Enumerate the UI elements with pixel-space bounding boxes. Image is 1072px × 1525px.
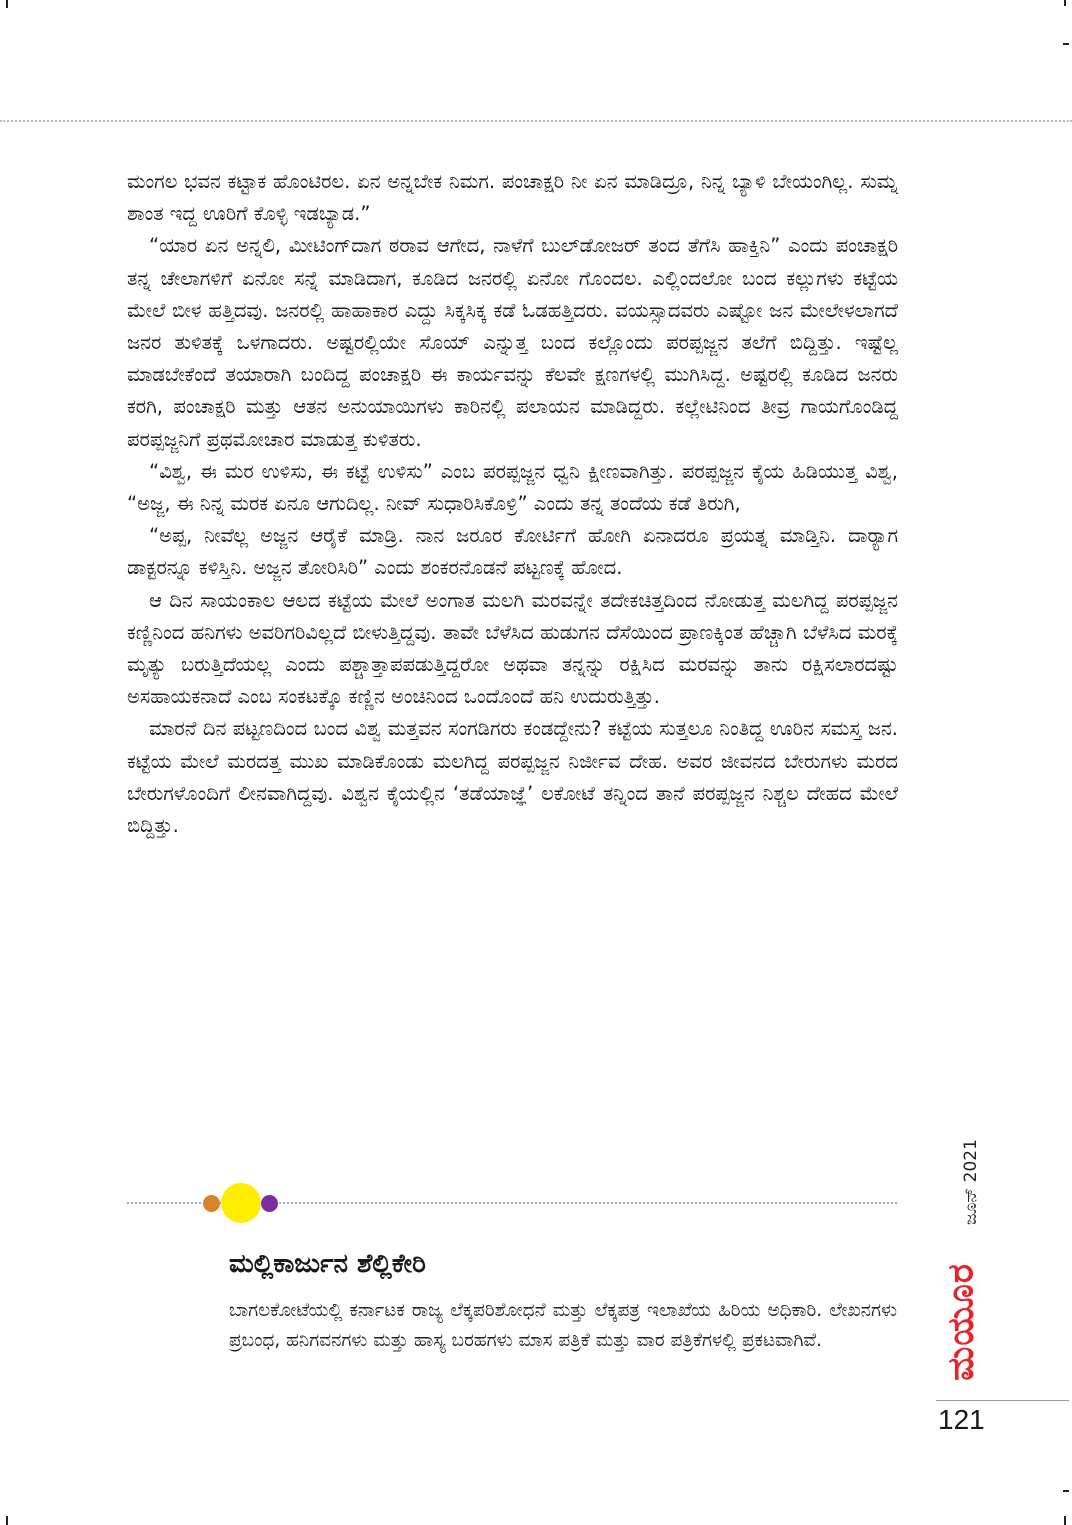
issue-date: ಜೂನ್ 2021 (961, 1139, 981, 1225)
article-paragraph: ಆ ದಿನ ಸಾಯಂಕಾಲ ಆಲದ ಕಟ್ಟೆಯ ಮೇಲೆ ಅಂಗಾತ ಮಲಗಿ ಮರವನ್ನೇ ತದೇಕಚಿತ್ತದಿಂದ ನೋಡುತ್ತ ಮಲಗಿದ್ದ ಪರಪ್ಪಜ್ಜನ ಕಣ್ಣಿನಿಂದ ಹನಿಗಳು ಅವರಿಗರಿವಿಲ್ಲದೆ ಬೀಳುತ್ತಿದ್ದವು. ತಾವೇ ಬೆಳೆಸಿದ ಹುಡುಗನ ದೆಸೆಯಿಂದ ಪ್ರಾಣಕ್ಕಿಂತ ಹೆಚ್ಚಾಗಿ ಬೆಳೆಸಿದ ಮರಕ್ಕೆ ಮೃತ್ಯು ಬರುತ್ತಿದೆಯಲ್ಲ ಎಂದು ಪಶ್ಚಾತ್ತಾಪಪಡುತ್ತಿದ್ದರೋ ಅಥವಾ ತನ್ನನ್ನು ರಕ್ಷಿಸಿದ ಮರವನ್ನು ತಾನು ರಕ್ಷಿಸಲಾರದಷ್ಟು ಅಸಹಾಯಕನಾದೆ ಎಂಬ ಸಂಕಟಕ್ಕೊ ಕಣ್ಣಿನ ಅಂಚಿನಿಂದ ಒಂದೊಂದೆ ಹನಿ ಉದುರುತ್ತಿತ್ತು. (127, 588, 898, 709)
top-dotted-rule (0, 120, 1072, 122)
crop-mark-top-left (6, 0, 8, 8)
article-paragraph: ಮಾರನೆ ದಿನ ಪಟ್ಟಣದಿಂದ ಬಂದ ವಿಶ್ವ ಮತ್ತವನ ಸಂಗಡಿಗರು ಕಂಡದ್ದೇನು? ಕಟ್ಟೆಯ ಸುತ್ತಲೂ ನಿಂತಿದ್ದ ಊರಿನ ಸಮಸ್ತ ಜನ. ಕಟ್ಟೆಯ ಮೇಲೆ ಮರದತ್ತ ಮುಖ ಮಾಡಿಕೊಂಡು ಮಲಗಿದ್ದ ಪರಪ್ಪಜ್ಜನ ನಿರ್ಜೀವ ದೇಹ. ಅವರ ಜೀವನದ ಬೇರುಗಳು ಮರದ ಬೇರುಗಳೊಂದಿಗೆ ಲೀನವಾಗಿದ್ದವು. ವಿಶ್ವನ ಕೈಯಲ್ಲಿನ ‘ತಡೆಯಾಜ್ಞೆ’ ಲಕೋಟೆ ತನ್ನಿಂದ ತಾನೆ ಪರಪ್ಪಜ್ಜನ ನಿಶ್ಚಲ ದೇಹದ ಮೇಲೆ ಬಿದ್ದಿತ್ತು. (127, 717, 898, 838)
crop-mark-bottom-right (1064, 1516, 1066, 1525)
author-name: ಮಲ್ಲಿಕಾರ್ಜುನ ಶೆಲ್ಲಿಕೇರಿ (229, 1249, 426, 1279)
crop-mark-bottom-left (6, 1516, 8, 1525)
article-paragraph: “ಅಪ್ಪ, ನೀವೆಲ್ಲ ಅಜ್ಜನ ಆರೈಕೆ ಮಾಡ್ರಿ. ನಾನ ಜರೂರ ಕೋರ್ಟಿಗೆ ಹೋಗಿ ಏನಾದರೂ ಪ್ರಯತ್ನ ಮಾಡ್ತಿನಿ. ದಾರ್‍ಯಾಗ ಡಾಕ್ಟರನ್ನೂ ಕಳಿಸ್ತಿನಿ. ಅಜ್ಜನ ತೋರಿಸಿರಿ” ಎಂದು ಶಂಕರನೊಡನೆ ಪಟ್ಟಣಕ್ಕೆ ಹೋದ. (127, 524, 898, 580)
author-bio: ಬಾಗಲಕೋಟೆಯಲ್ಲಿ ಕರ್ನಾಟಕ ರಾಜ್ಯ ಲೆಕ್ಕಪರಿಶೋಧನೆ ಮತ್ತು ಲೆಕ್ಕಪತ್ರ ಇಲಾಖೆಯ ಹಿರಿಯ ಅಧಿಕಾರಿ. ಲೇಖನಗಳು ಪ್ರಬಂಧ, ಹನಿಗವನಗಳು ಮತ್ತು ಹಾಸ್ಯ ಬರಹಗಳು ಮಾಸ ಪತ್ರಿಕೆ ಮತ್ತು ವಾರ ಪತ್ರಿಕೆಗಳಲ್ಲಿ ಪ್ರಕಟವಾಗಿವೆ. (229, 1300, 897, 1351)
yellow-dot (221, 1183, 261, 1223)
page-number: 121 (938, 1404, 985, 1435)
article-paragraph: “ವಿಶ್ವ, ಈ ಮರ ಉಳಿಸು, ಈ ಕಟ್ಟೆ ಉಳಿಸು” ಎಂಬ ಪರಪ್ಪಜ್ಜನ ಧ್ವನಿ ಕ್ಷೀಣವಾಗಿತ್ತು. ಪರಪ್ಪಜ್ಜನ ಕೈಯ ಹಿಡಿಯುತ್ತ ವಿಶ್ವ, “ಅಜ್ಜ, ಈ ನಿನ್ನ ಮರಕ ಏನೂ ಆಗುದಿಲ್ಲ. ನೀವ್ ಸುಧಾರಿಸಿಕೊಳ್ರಿ” ಎಂದು ತನ್ನ ತಂದೆಯ ಕಡೆ ತಿರುಗಿ, (127, 459, 898, 516)
crop-mark-right-lower (1063, 1490, 1069, 1492)
page-number-rule (936, 1400, 1069, 1401)
crop-mark-top-right (1064, 0, 1066, 6)
article-paragraph: ಮಂಗಲ ಭವನ ಕಟ್ಟಾಕ ಹೊಂಟಿರಲ. ಏನ ಅನ್ನಬೇಕ ನಿಮಗ. ಪಂಚಾಕ್ಷರಿ ನೀ ಏನ ಮಾಡಿದ್ರೂ, ನಿನ್ನ ಬ್ಯಾಳಿ ಬೇಯಂಗಿಲ್ಲ. ಸುಮ್ನ ಶಾಂತ ಇದ್ದ ಊರಿಗೆ ಕೊಳ್ಳಿ ಇಡಬ್ಯಾಡ.” (127, 170, 898, 226)
purple-dot (261, 1195, 278, 1212)
magazine-logo: ಮಯೂರ (940, 1263, 982, 1381)
article-body (127, 166, 898, 842)
crop-mark-right-upper (1063, 43, 1069, 45)
orange-dot (203, 1195, 220, 1212)
article-paragraph: “ಯಾರ ಏನ ಅನ್ನಲಿ, ಮೀಟಿಂಗ್‌ದಾಗ ಠರಾವ ಆಗೇದ, ನಾಳೆಗೆ ಬುಲ್‌ಡೋಜರ್ ತಂದ ತೆಗೆಸಿ ಹಾಕ್ತಿನಿ” ಎಂದು ಪಂಚಾಕ್ಷರಿ ತನ್ನ ಚೇಲಾಗಳಿಗೆ ಏನೋ ಸನ್ನೆ ಮಾಡಿದಾಗ, ಕೂಡಿದ ಜನರಲ್ಲಿ ಏನೋ ಗೊಂದಲ. ಎಲ್ಲಿಂದಲೋ ಬಂದ ಕಲ್ಲುಗಳು ಕಟ್ಟೆಯ ಮೇಲೆ ಬೀಳ ಹತ್ತಿದವು. ಜನರಲ್ಲಿ ಹಾಹಾಕಾರ ಎದ್ದು ಸಿಕ್ಕಸಿಕ್ಕ ಕಡೆ ಓಡಹತ್ತಿದರು. ವಯಸ್ಸಾದವರು ಎಷ್ಟೋ ಜನ ಮೇಲೇಳಲಾಗದೆ ಜನರ ತುಳಿತಕ್ಕೆ ಒಳಗಾದರು. ಅಷ್ಟರಲ್ಲಿಯೇ ಸೊಯ್ ಎನ್ನುತ್ತ ಬಂದ ಕಲ್ಲೊಂದು ಪರಪ್ಪಜ್ಜನ ತಲೆಗೆ ಬಿದ್ದಿತ್ತು. ಇಷ್ಟೆಲ್ಲ ಮಾಡಬೇಕೆಂದೆ ತಯಾರಾಗಿ ಬಂದಿದ್ದ ಪಂಚಾಕ್ಷರಿ ಈ ಕಾರ್ಯವನ್ನು ಕೆಲವೇ ಕ್ಷಣಗಳಲ್ಲಿ ಮುಗಿಸಿದ್ದ. ಅಷ್ಟರಲ್ಲಿ ಕೂಡಿದ ಜನರು ಕರಗಿ, ಪಂಚಾಕ್ಷರಿ ಮತ್ತು ಆತನ ಅನುಯಾಯಿಗಳು ಕಾರಿನಲ್ಲಿ ಪಲಾಯನ ಮಾಡಿದ್ದರು. ಕಲ್ಲೇಟಿನಿಂದ ತೀವ್ರ ಗಾಯಗೊಂಡಿದ್ದ ಪರಪ್ಪಜ್ಜನಿಗೆ ಪ್ರಥಮೋಚಾರ ಮಾಡುತ್ತ ಕುಳಿತರು. (127, 234, 898, 451)
